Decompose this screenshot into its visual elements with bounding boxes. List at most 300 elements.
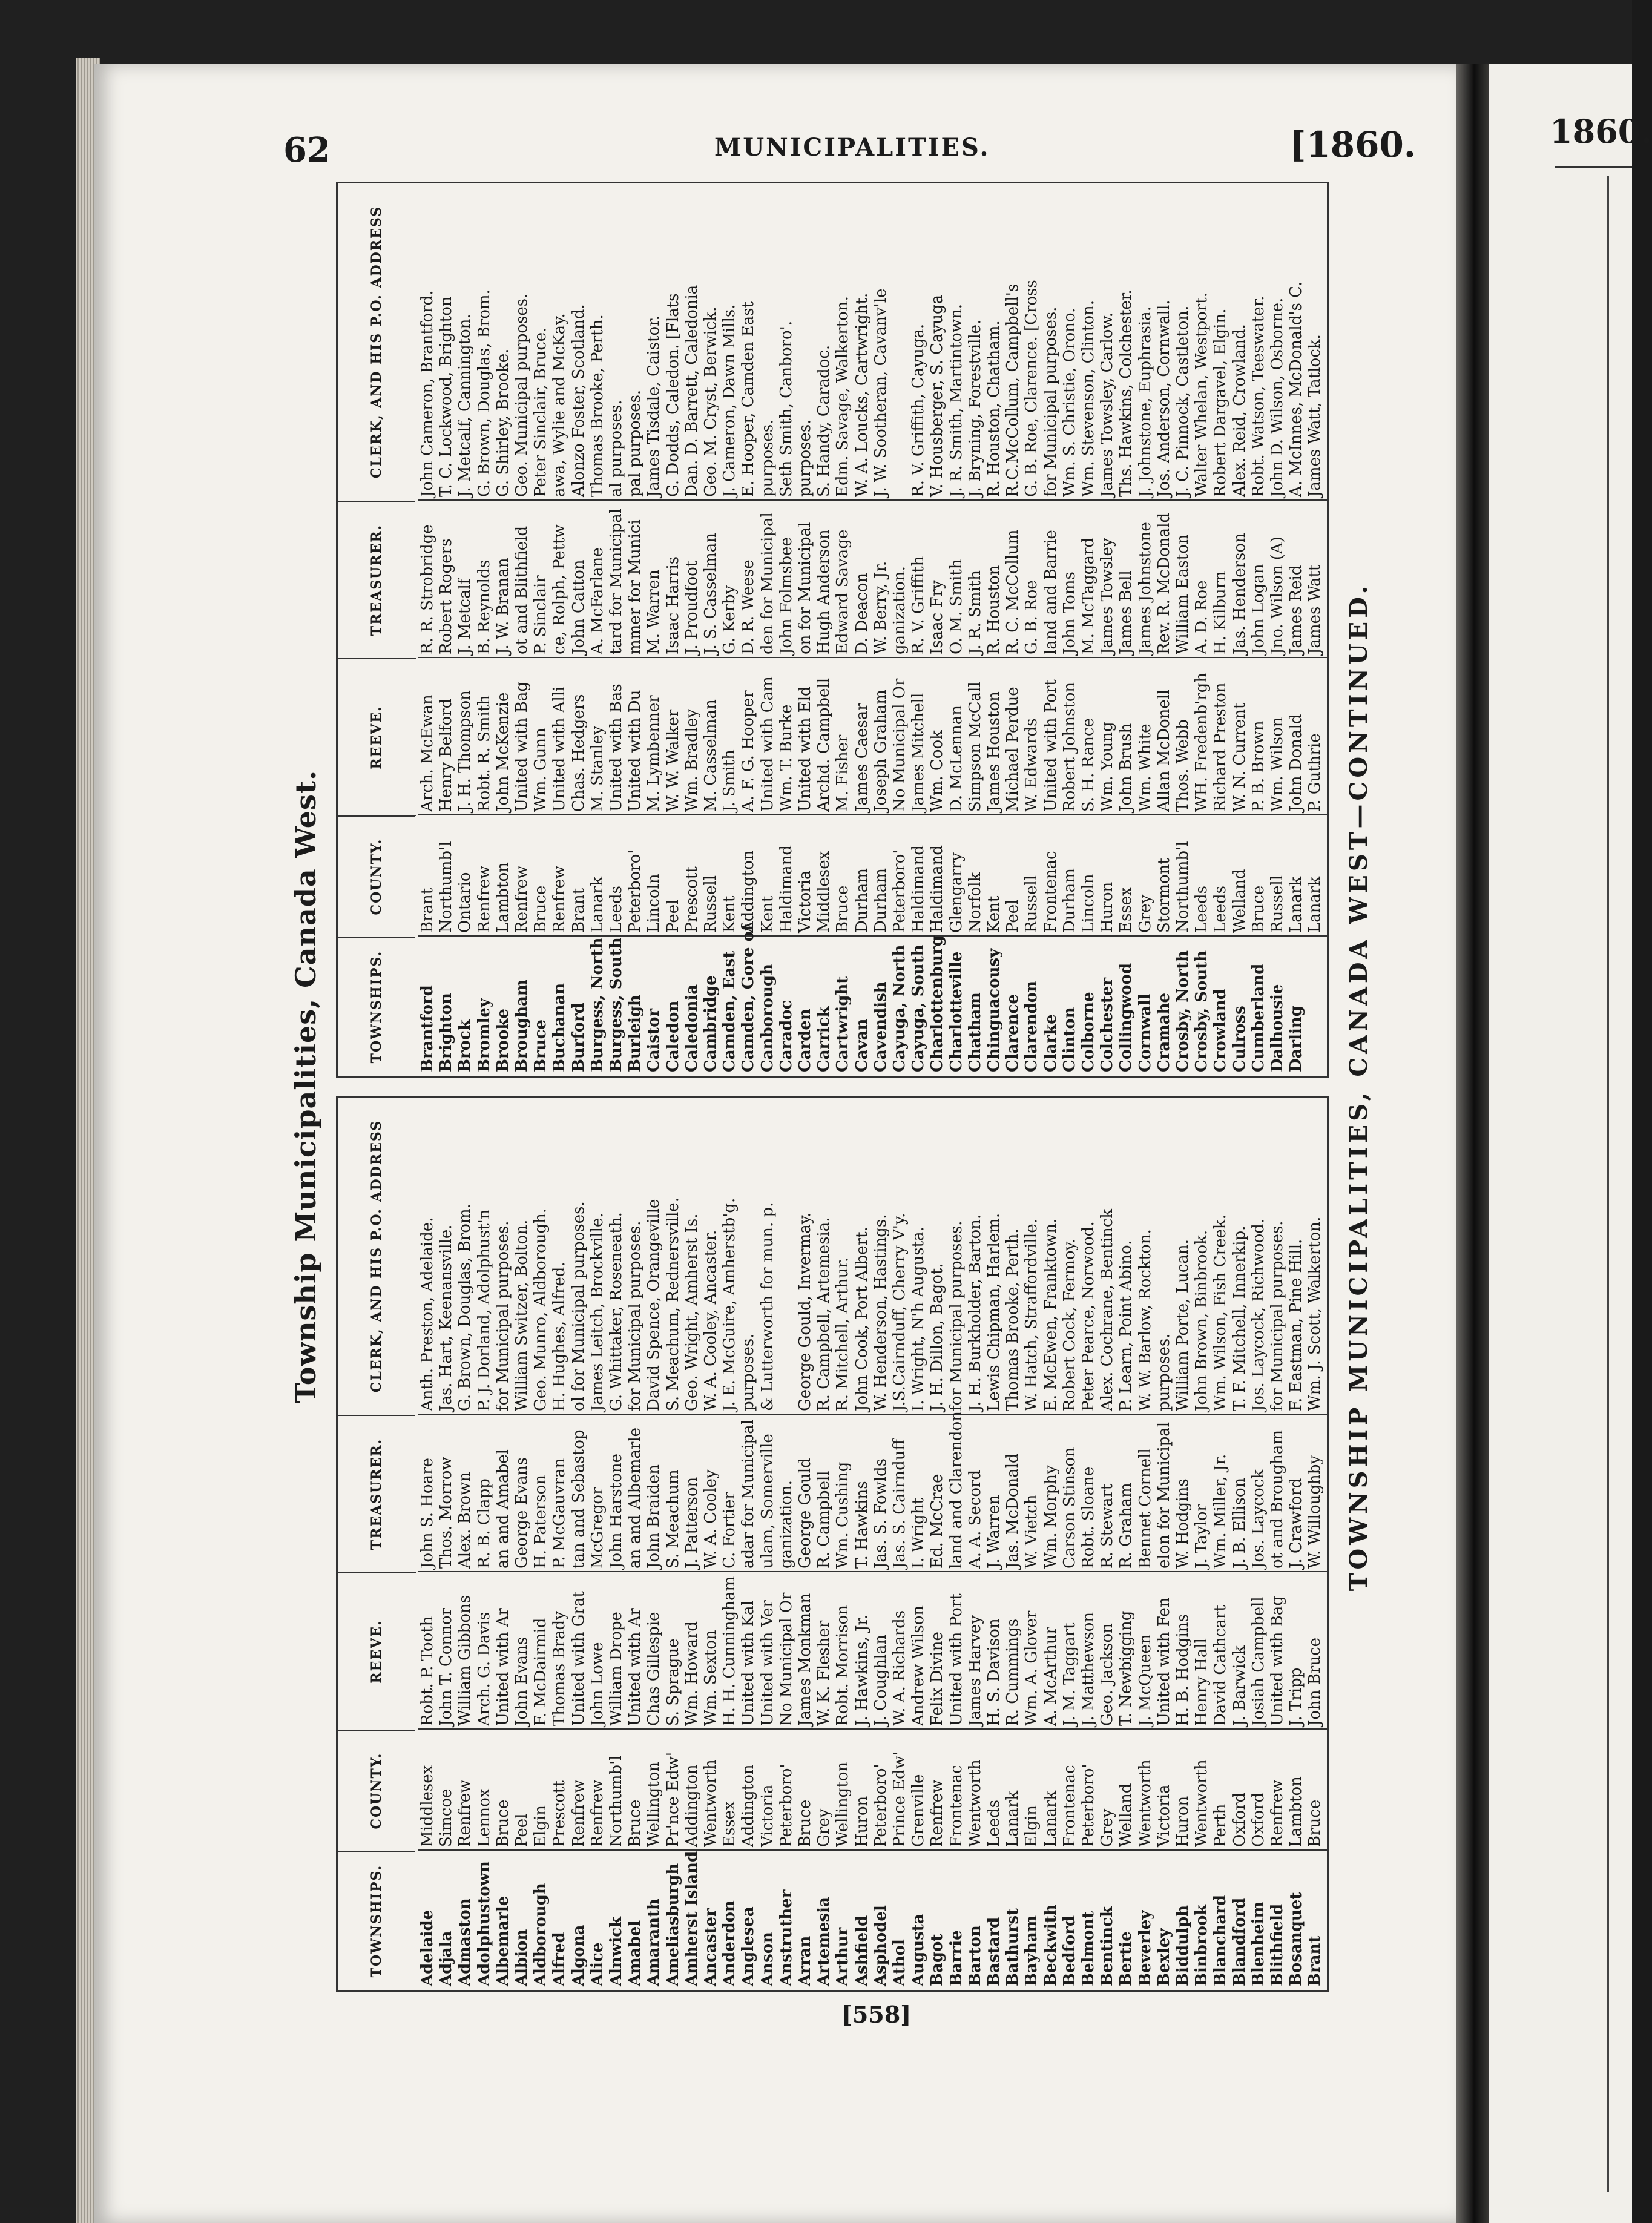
township-cell: Charlotteville (947, 951, 966, 1072)
county-cell: Middlesex (815, 851, 834, 933)
table-row (588, 1098, 607, 1990)
table-row (966, 183, 985, 1076)
reeve-cell: James Houston (985, 691, 1003, 812)
treasurer-cell: D. R. Weese (739, 559, 758, 654)
county-cell: Renfrew (475, 865, 493, 933)
township-cell: Bruce (531, 1019, 550, 1072)
township-cell: Cumberland (1249, 963, 1268, 1072)
township-cell: Caistor (645, 1008, 663, 1072)
township-cell: Anstruther (777, 1889, 795, 1986)
treasurer-cell: adar for Municipal (739, 1419, 758, 1569)
table-row (909, 183, 928, 1076)
township-cell: Albion (513, 1929, 531, 1986)
table-row (1287, 183, 1306, 1076)
table-row (664, 183, 683, 1076)
table-row (720, 183, 739, 1076)
col-header-clerk: CLERK, AND HIS P.O. ADDRESS (338, 1098, 416, 1415)
township-cell: Anglesea (739, 1906, 758, 1986)
township-cell: Amabel (626, 1920, 645, 1986)
clerk-cell: R. Mitchell, Arthur. (834, 1257, 852, 1411)
reeve-cell: W. W. Walker (663, 709, 682, 812)
clerk-cell: J. Cameron, Dawn Mills. (720, 304, 739, 497)
treasurer-cell: R. B. Clapp (475, 1478, 493, 1569)
township-cell: Collingwood (1117, 963, 1136, 1072)
book-gutter (1456, 64, 1489, 2223)
treasurer-cell: P. McGauvran (550, 1458, 569, 1569)
clerk-cell: W. Henderson, Hastings. (871, 1214, 890, 1411)
table-row (645, 1098, 663, 1990)
clerk-cell: E. McEwen, Franktown. (1041, 1218, 1060, 1411)
treasurer-cell: H. Kilburn (1211, 571, 1230, 654)
next-page-column-line (1607, 176, 1609, 2192)
table-row (853, 183, 872, 1076)
clerk-cell: purposes. (758, 419, 777, 497)
reeve-cell: John T. Connor (437, 1608, 456, 1726)
reeve-cell: Wm. White (1136, 723, 1154, 812)
clerk-cell: Alex. Cochrane, Bentinck (1098, 1208, 1117, 1411)
clerk-cell: R. Campbell, Artemesia. (815, 1217, 834, 1411)
reeve-cell: John McKenzie (493, 692, 512, 812)
clerk-cell: al purposes. (607, 400, 625, 497)
reeve-cell: H. S. Davison (985, 1618, 1003, 1726)
reeve-cell: J. Matthewson (1079, 1612, 1097, 1726)
table-row (815, 1098, 834, 1990)
county-cell: Huron (1098, 881, 1117, 933)
table-body-left (418, 1098, 1327, 1990)
clerk-cell: Geo. Wright, Amherst Is. (682, 1213, 701, 1411)
township-cell: Charlottenburg (928, 935, 947, 1072)
clerk-cell: J. Metcalf, Cannington. (456, 314, 475, 497)
county-cell: Wellington (834, 1761, 852, 1847)
reeve-cell: Josiah Campbell (1249, 1596, 1268, 1726)
clerk-cell: J. W. Sootheran, Cavanv'le (871, 288, 890, 497)
township-cell: Cayuga, South (909, 944, 928, 1072)
clerk-cell: Geo. Munro, Aldborough. (531, 1208, 550, 1411)
treasurer-cell: W. Vietch (1022, 1494, 1041, 1569)
treasurer-cell: R. Campbell (815, 1470, 834, 1569)
reeve-cell: S. H. Rance (1079, 718, 1097, 812)
county-cell: Lanark (588, 876, 607, 933)
township-cell: Burgess, South (607, 937, 625, 1072)
table-row (739, 183, 758, 1076)
county-cell: Peterboro' (1079, 1764, 1097, 1847)
clerk-cell: James Watt, Tatlock. (1306, 334, 1325, 497)
table-row (1211, 183, 1230, 1076)
treasurer-cell: ot and Brougham (1268, 1430, 1286, 1569)
table-row (513, 183, 531, 1076)
reeve-cell: Geo. Jackson (1098, 1623, 1117, 1726)
clerk-cell: Thomas Brooke, Perth. (588, 314, 607, 497)
county-cell: Wentworth (1136, 1759, 1154, 1847)
township-cell: Cavan (852, 1018, 871, 1072)
treasurer-cell: John Harstone (607, 1453, 625, 1569)
treasurer-cell: H. Paterson (531, 1474, 550, 1569)
treasurer-cell: W. Willoughby (1306, 1455, 1325, 1569)
reeve-cell: United with Du (626, 690, 645, 812)
clerk-cell: J. C. Pinnock, Castleton. (1174, 305, 1192, 497)
table-row (1268, 1098, 1287, 1990)
reeve-cell: J. McQueen (1136, 1634, 1154, 1726)
township-cell: Blandford (1230, 1897, 1249, 1986)
reeve-cell: Thos. Webb (1174, 719, 1192, 812)
clerk-cell: Thomas Brooke, Perth. (1004, 1228, 1022, 1411)
table-row (1136, 1098, 1155, 1990)
treasurer-cell: an and Albemarle (626, 1427, 645, 1569)
table-row (1004, 183, 1022, 1076)
county-cell: Lincoln (1079, 874, 1097, 933)
table-row (645, 183, 663, 1076)
reeve-cell: R. Cummings (1004, 1618, 1022, 1726)
treasurer-cell: John Logan (1249, 564, 1268, 654)
county-cell: Renfrew (550, 865, 569, 933)
clerk-cell: pal purposes. (626, 389, 645, 497)
clerk-cell: for Municipal purposes. (1268, 1220, 1286, 1411)
county-cell: Renfrew (513, 865, 531, 933)
county-cell: Middlesex (418, 1765, 436, 1847)
clerk-cell: J. H. Dillon, Bagot. (928, 1263, 947, 1411)
reeve-cell: Wm. Young (1098, 722, 1117, 812)
treasurer-cell: elon for Municipal (1154, 1421, 1173, 1569)
table-row (626, 1098, 645, 1990)
treasurer-cell: John Catton (569, 559, 588, 654)
county-cell: Prescott (682, 866, 701, 933)
table-row (1231, 183, 1249, 1076)
county-cell: Frontenac (947, 1765, 966, 1847)
township-cell: Bayham (1022, 1915, 1041, 1986)
township-cell: Anson (758, 1932, 777, 1986)
treasurer-cell: A. McFarlane (588, 547, 607, 654)
col-header-townships: TOWNSHIPS. (338, 937, 416, 1076)
clerk-cell: Alex. Reid, Crowland. (1230, 324, 1249, 497)
reeve-cell: John Bruce (1306, 1637, 1325, 1726)
reeve-cell: Felix Divine (928, 1632, 947, 1726)
table-row (947, 1098, 966, 1990)
township-cell: Burleigh (626, 995, 645, 1072)
table-row (418, 1098, 437, 1990)
county-cell: Brant (569, 888, 588, 933)
township-cell: Alnwick (607, 1916, 625, 1986)
county-cell: Renfrew (928, 1779, 947, 1847)
reeve-cell: D. McLennan (947, 705, 966, 812)
county-cell: Norfolk (966, 872, 984, 933)
county-cell: Kent (758, 895, 777, 933)
county-cell: Haldimand (928, 845, 947, 933)
county-cell: Lanark (1306, 876, 1325, 933)
table-row (872, 183, 890, 1076)
treasurer-cell: Wm. Miller, Jr. (1211, 1454, 1230, 1569)
table-row (588, 183, 607, 1076)
table-row (1022, 1098, 1041, 1990)
table-row (796, 1098, 815, 1990)
treasurer-cell: Jos. Laycock (1249, 1469, 1268, 1569)
clerk-cell: William Switzer, Bolton. (513, 1219, 531, 1411)
table-row (683, 183, 702, 1076)
township-cell: Binbrook (1193, 1904, 1211, 1986)
reeve-cell: United with Cam (758, 676, 777, 812)
township-cell: Ashfield (852, 1915, 871, 1986)
table-row (928, 183, 947, 1076)
clerk-cell: Anth. Preston, Adelaide. (418, 1217, 436, 1411)
treasurer-cell: J. Patterson (682, 1477, 701, 1569)
county-cell: Peterboro' (871, 1764, 890, 1847)
township-cell: Barrie (947, 1930, 966, 1986)
county-cell: Ontario (456, 872, 475, 933)
township-cell: Camden, Gore of (739, 924, 758, 1072)
col-header-treasurer: TREASURER. (338, 1415, 416, 1572)
table-row (777, 183, 796, 1076)
county-cell: Pr'nce Edw' (663, 1751, 682, 1847)
township-cell: Algona (569, 1925, 588, 1986)
county-cell: Haldimand (909, 845, 928, 933)
table-row (1231, 1098, 1249, 1990)
township-cell: Albemarle (493, 1895, 512, 1986)
township-cell: Athol (890, 1939, 909, 1986)
county-cell: Elgin (531, 1805, 550, 1847)
county-cell: Peterboro' (890, 849, 909, 933)
county-cell: Welland (1230, 869, 1249, 933)
clerk-cell: R.C.McCollum, Campbell's (1004, 283, 1022, 497)
reeve-cell: P. B. Brown (1249, 720, 1268, 812)
table-row (1155, 183, 1174, 1076)
treasurer-cell: McGregor (588, 1487, 607, 1569)
treasurer-cell: R. C. McCollum (1004, 529, 1022, 654)
reeve-cell: Henry Hall (1193, 1638, 1211, 1726)
township-cell: Bedford (1060, 1915, 1079, 1986)
table-row (683, 1098, 702, 1990)
clerk-cell: J. Bryning, Forestville. (966, 319, 984, 497)
clerk-cell: James Leitch, Brockville. (588, 1213, 607, 1411)
reeve-cell: Wm. Wilson (1268, 717, 1286, 812)
table-row (1061, 1098, 1079, 1990)
rotated-table (288, 182, 1426, 1992)
county-cell: Lennox (475, 1788, 493, 1847)
table-left-half (336, 1096, 1329, 1992)
township-cell: Bagot (928, 1934, 947, 1986)
county-cell: Lincoln (645, 874, 663, 933)
reeve-cell: United with Kal (739, 1601, 758, 1726)
county-cell: Durham (871, 868, 890, 933)
treasurer-cell: J. W. Branan (493, 558, 512, 654)
township-cell: Ameliasburgh (663, 1863, 682, 1986)
treasurer-cell: Alex. Brown (456, 1472, 475, 1569)
county-cell: Victoria (796, 870, 814, 933)
township-cell: Barton (966, 1925, 984, 1986)
reeve-cell: United with Ar (493, 1608, 512, 1726)
table-row (834, 1098, 852, 1990)
treasurer-cell: Wm. Morphy (1041, 1465, 1060, 1569)
county-cell: Leeds (1193, 885, 1211, 933)
table-row (494, 1098, 513, 1990)
table-row (1117, 183, 1136, 1076)
township-cell: Aldborough (531, 1883, 550, 1986)
township-cell: Adolphustown (475, 1861, 493, 1986)
table-row (1249, 183, 1268, 1076)
table-row (985, 183, 1004, 1076)
table-row (513, 1098, 531, 1990)
reeve-cell: David Cathcart (1211, 1605, 1230, 1726)
county-cell: Leeds (985, 1799, 1003, 1847)
treasurer-cell: land and Barrie (1041, 530, 1060, 654)
county-cell: Victoria (1154, 1784, 1173, 1847)
table-row (1136, 183, 1155, 1076)
reeve-cell: United with Bas (607, 683, 625, 812)
treasurer-cell: R. Houston (985, 565, 1003, 654)
clerk-cell: Peter Sinclair, Bruce. (531, 327, 550, 497)
table-row (834, 183, 852, 1076)
clerk-cell: for Municipal purposes. (626, 1220, 645, 1411)
clerk-cell: Walter Whelan, Westport. (1193, 292, 1211, 497)
treasurer-cell: ulam, Somerville (758, 1434, 777, 1569)
clerk-cell: A. McInnes, McDonald's C. (1287, 281, 1306, 497)
table-row (1268, 183, 1287, 1076)
treasurer-cell: R. V. Griffith (909, 556, 928, 654)
county-cell: Perth (1211, 1803, 1230, 1847)
clerk-cell: V. Housberger, S. Cayuga (928, 294, 947, 497)
county-cell: Glengarry (947, 852, 966, 933)
col-header-clerk: CLERK, AND HIS P.O. ADDRESS (338, 183, 416, 501)
reeve-cell: United with Port (947, 1593, 966, 1726)
clerk-cell: Wm. J. Scott, Walkerton. (1306, 1216, 1325, 1411)
reeve-cell: Chas Gillespie (645, 1612, 663, 1726)
clerk-cell: J. R. Smith, Martintown. (947, 304, 966, 497)
running-title: MUNICIPALITIES. (714, 133, 990, 162)
reeve-cell: Simpson McCall (966, 682, 984, 812)
reeve-cell: H. H. Cunningham (720, 1576, 739, 1726)
col-header-townships: TOWNSHIPS. (338, 1851, 416, 1990)
table-row (1306, 183, 1325, 1076)
township-cell: Cramahe (1154, 992, 1173, 1072)
township-cell: Colborne (1079, 992, 1097, 1072)
reeve-cell: Joseph Graham (871, 689, 890, 812)
reeve-cell: Henry Belford (437, 698, 456, 812)
county-cell: Renfrew (1268, 1779, 1286, 1847)
table-row (1042, 183, 1061, 1076)
township-cell: Culross (1230, 1006, 1249, 1072)
treasurer-cell: W. Berry, Jr. (871, 561, 890, 654)
table-row (1042, 1098, 1061, 1990)
township-cell: Augusta (909, 1914, 928, 1986)
county-cell: Bruce (531, 885, 550, 933)
township-cell: Camden, East (720, 950, 739, 1072)
reeve-cell: J. M. Taggart (1060, 1622, 1079, 1726)
table-row (531, 183, 550, 1076)
reeve-cell: Arch. G. Davis (475, 1612, 493, 1726)
table-row (720, 1098, 739, 1990)
table-row (890, 1098, 909, 1990)
county-cell: Peterboro' (626, 849, 645, 933)
township-cell: Bexley (1154, 1928, 1173, 1986)
clerk-cell: ol for Municipal purposes. (569, 1201, 588, 1411)
table-row (1061, 183, 1079, 1076)
township-cell: Belmont (1079, 1911, 1097, 1986)
treasurer-cell: B. Reynolds (475, 560, 493, 654)
clerk-cell: S. Handy, Caradoc. (815, 344, 834, 497)
treasurer-cell: J. Taylor (1193, 1504, 1211, 1569)
county-cell: Grey (815, 1808, 834, 1847)
county-cell: Russell (1022, 875, 1041, 933)
county-cell: Peel (513, 1813, 531, 1847)
table-row (456, 1098, 475, 1990)
clerk-cell: R. Houston, Chatham. (985, 320, 1003, 497)
county-cell: Bruce (626, 1799, 645, 1847)
township-cell: Blenheim (1249, 1901, 1268, 1986)
treasurer-cell: Isaac Harris (663, 556, 682, 654)
reeve-cell: Robt. R. Smith (475, 695, 493, 812)
clerk-cell: purposes. (739, 1333, 758, 1411)
county-cell: Durham (1060, 868, 1079, 933)
reeve-cell: United with Eld (796, 686, 814, 812)
table-row (494, 183, 513, 1076)
treasurer-cell: Bennet Cornell (1136, 1448, 1154, 1569)
county-cell: Renfrew (588, 1779, 607, 1847)
treasurer-cell: John Folmsbee (777, 537, 795, 654)
county-cell: Huron (1174, 1796, 1192, 1847)
reeve-cell: A. F. G. Hooper (739, 690, 758, 812)
treasurer-cell: Carson Stinson (1060, 1447, 1079, 1569)
table-row (664, 1098, 683, 1990)
treasurer-cell: T. Hawkins (852, 1481, 871, 1569)
township-cell: Cornwall (1136, 993, 1154, 1072)
treasurer-cell: J. Crawford (1287, 1478, 1306, 1569)
next-page-year: 1860. (1550, 112, 1652, 151)
county-cell: Frontenac (1041, 851, 1060, 933)
treasurer-cell: Edward Savage (834, 529, 852, 654)
reeve-cell: Chas. Hedgers (569, 694, 588, 812)
reeve-cell: WH. Fredenb'rgh (1193, 672, 1211, 812)
treasurer-cell: den for Municipal (758, 512, 777, 654)
township-cell: Arran (796, 1935, 814, 1986)
table-title (288, 182, 324, 1992)
reeve-cell: Robt. Morrison (834, 1604, 852, 1726)
township-cell: Biddulph (1174, 1905, 1192, 1986)
county-cell: Peel (1004, 899, 1022, 933)
clerk-cell: John Cameron, Brantford. (418, 290, 436, 497)
county-cell: Northumb'l (1174, 841, 1192, 933)
reeve-cell: Arch. McEwan (418, 694, 436, 812)
township-cell: Brooke (493, 1009, 512, 1072)
treasurer-cell: mmer for Munici (626, 519, 645, 654)
county-cell: Bruce (493, 1799, 512, 1847)
township-cell: Bentinck (1098, 1906, 1117, 1986)
treasurer-cell: Hugh Anderson (815, 529, 834, 654)
clerk-cell: Jos. Laycock, Richwood. (1249, 1218, 1268, 1411)
reeve-cell: Michael Perdue (1004, 687, 1022, 812)
reeve-cell: Archd. Campbell (815, 677, 834, 812)
township-cell: Adjala (437, 1931, 456, 1986)
county-cell: Leeds (1211, 885, 1230, 933)
treasurer-cell: Jas. S. Fowlds (871, 1458, 890, 1569)
reeve-cell: J. Coughlan (871, 1634, 890, 1726)
col-header-reeve: REEVE. (338, 658, 416, 815)
table-row (1306, 1098, 1325, 1990)
clerk-cell: Lewis Chipman, Harlem. (985, 1213, 1003, 1411)
treasurer-cell: William Easton (1174, 534, 1192, 654)
treasurer-cell: M. McTaggard (1079, 537, 1097, 654)
county-cell: Bruce (796, 1799, 814, 1847)
clerk-cell: S. Meachum, Rednersville. (663, 1197, 682, 1411)
table-row (1174, 1098, 1193, 1990)
treasurer-cell: James Watt (1306, 564, 1325, 654)
reeve-cell: John Donald (1287, 714, 1306, 812)
reeve-cell: Andrew Wilson (909, 1605, 928, 1726)
treasurer-cell: A. D. Roe (1193, 580, 1211, 654)
col-header-reeve: REEVE. (338, 1572, 416, 1730)
township-cell: Alice (588, 1942, 607, 1986)
county-cell: Lambton (1287, 1776, 1306, 1847)
county-cell: Frontenac (1060, 1765, 1079, 1847)
county-cell: Prince Edw' (890, 1751, 909, 1847)
reeve-cell: W. A. Richards (890, 1610, 909, 1726)
